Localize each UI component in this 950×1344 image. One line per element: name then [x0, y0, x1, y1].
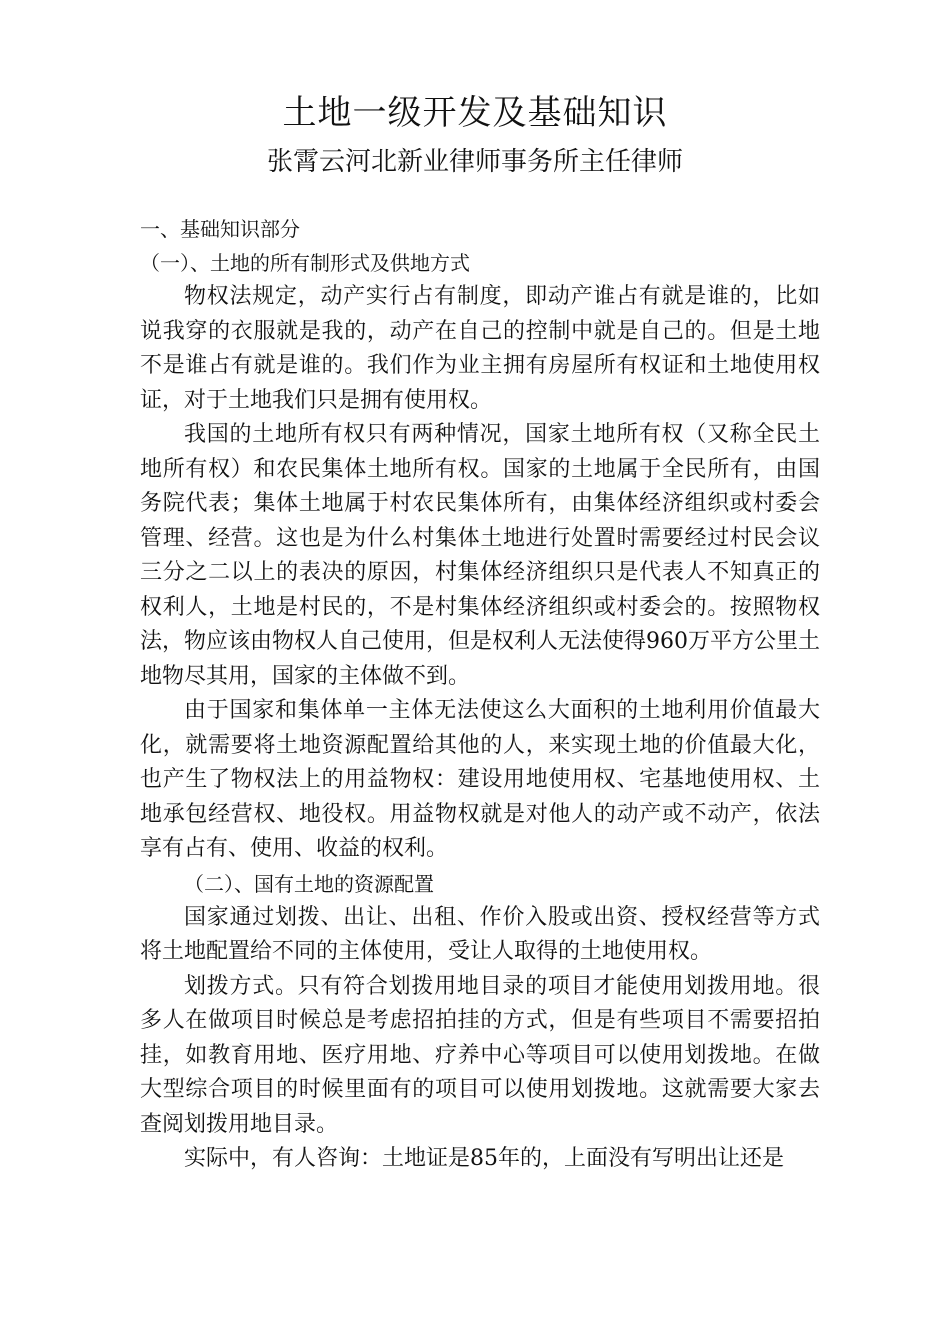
paragraph: 我国的土地所有权只有两种情况，国家土地所有权（又称全民土地所有权）和农民集体土地所有权。国家的土地属于全民所有，由国务院代表；集体土地属于村农民集体所有，由集体经济组织或村委会管理、经营。这也是为什么村集体土地进行处置时需要经过村民会议三分之二以上的表决的原因，村集体经济组织只是代表人不知真正的权利人，土地是村民的，不是村集体经济组织或村委会的。按照物权法，物应该由物权人自己使用，但是权利人无法使得960万平方公里土地物尽其用，国家的主体做不到。: [140, 422, 820, 689]
document-title: 土地一级开发及基础知识: [282, 93, 668, 133]
paragraph: 实际中，有人咨询：土地证是85年的，上面没有写明出让还是: [184, 1146, 784, 1171]
paragraph: 由于国家和集体单一主体无法使这么大面积的土地利用价值最大化，就需要将土地资源配置给其他的人，来实现土地的价值最大化，也产生了物权法上的用益物权：建设用地使用权、宅基地使用权、土地承包经营权、地役权。用益物权就是对他人的动产或不动产，依法享有占有、使用、收益的权利。: [140, 698, 820, 861]
document-body: [140, 212, 820, 1177]
document-subtitle: 张霄云河北新业律师事务所主任律师: [266, 147, 683, 177]
section-heading-1: 一、基础知识部分: [140, 217, 300, 241]
section-heading-1-1: （一）、土地的所有制形式及供地方式: [140, 251, 470, 275]
paragraph: 物权法规定，动产实行占有制度，即动产谁占有就是谁的，比如说我穿的衣服就是我的，动产在自己的控制中就是自己的。但是土地不是谁占有就是谁的。我们作为业主拥有房屋所有权证和土地使用权证，对于土地我们只是拥有使用权。: [140, 284, 820, 413]
section-heading-1-2: （二）、国有土地的资源配置: [184, 871, 434, 896]
paragraph: 划拨方式。只有符合划拨用地目录的项目才能使用划拨用地。很多人在做项目时候总是考虑招拍挂的方式，但是有些项目不需要招拍挂，如教育用地、医疗用地、疗养中心等项目可以使用划拨地。在做大型综合项目的时候里面有的项目可以使用划拨地。这就需要大家去查阅划拨用地目录。: [140, 973, 820, 1137]
paragraph: 国家通过划拨、出让、出租、作价入股或出资、授权经营等方式将土地配置给不同的主体使用，受让人取得的土地使用权。: [140, 904, 820, 964]
